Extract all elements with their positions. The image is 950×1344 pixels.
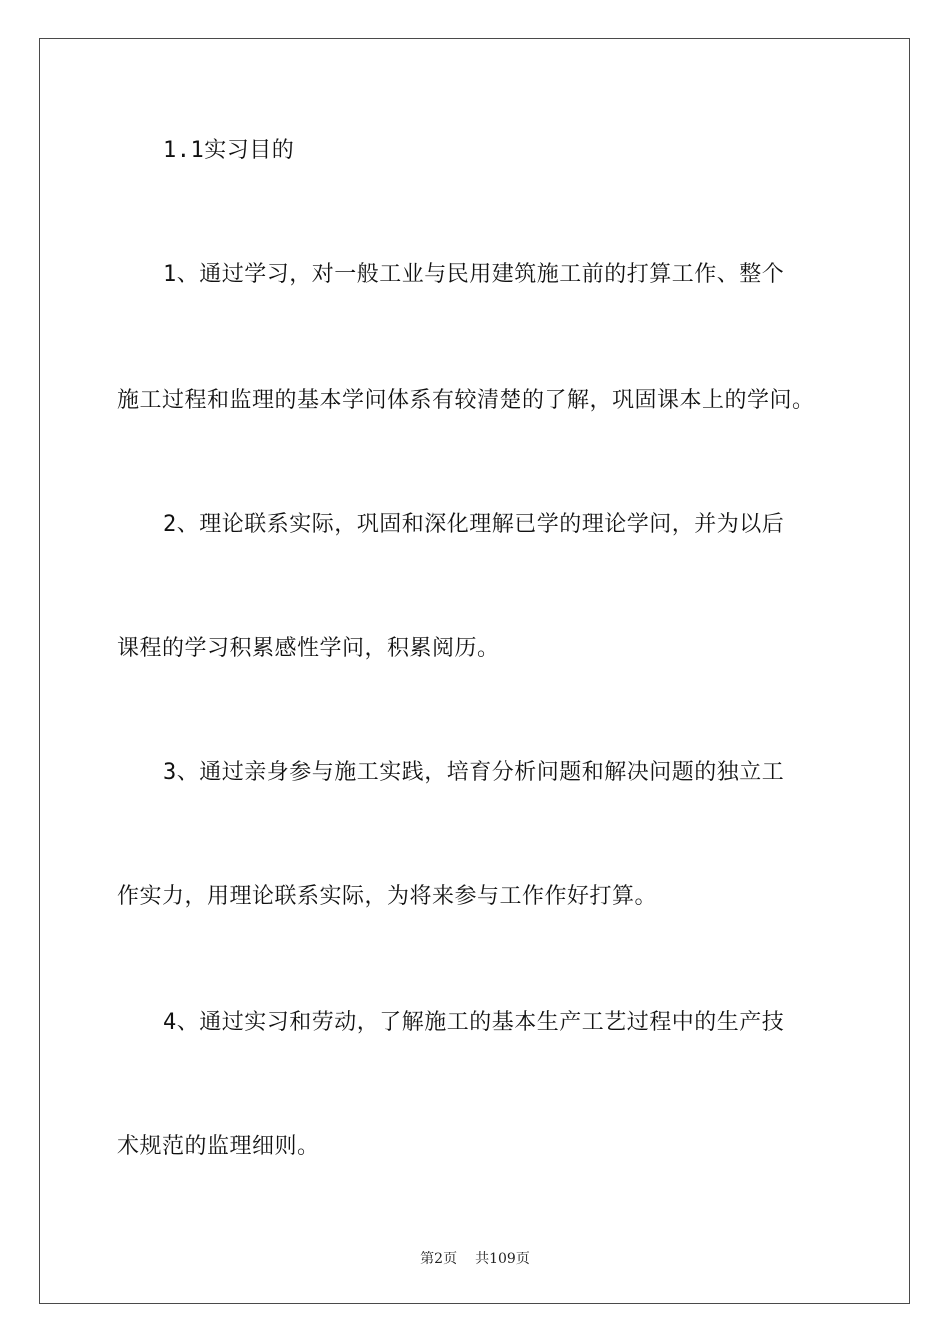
paragraph-line: 作实力，用理论联系实际，为将来参与工作作好打算。 — [117, 884, 658, 909]
paragraph-line: 2、理论联系实际，巩固和深化理解已学的理论学问，并为以后 — [163, 512, 785, 537]
paragraph-line: 施工过程和监理的基本学问体系有较清楚的了解，巩固课本上的学问。 — [117, 388, 815, 413]
page-number: 第2页 — [420, 1251, 458, 1267]
page-footer — [0, 1248, 950, 1268]
section-heading: 1.1实习目的 — [163, 138, 295, 163]
paragraph-line: 课程的学习积累感性学问，积累阅历。 — [117, 636, 500, 661]
paragraph-line: 1、通过学习，对一般工业与民用建筑施工前的打算工作、整个 — [163, 262, 785, 287]
paragraph-line: 术规范的监理细则。 — [117, 1134, 320, 1159]
paragraph-line: 3、通过亲身参与施工实践，培育分析问题和解决问题的独立工 — [163, 760, 785, 785]
paragraph-line: 4、通过实习和劳动，了解施工的基本生产工艺过程中的生产技 — [163, 1010, 785, 1035]
total-pages: 共109页 — [475, 1251, 530, 1267]
page-border — [39, 38, 910, 1304]
